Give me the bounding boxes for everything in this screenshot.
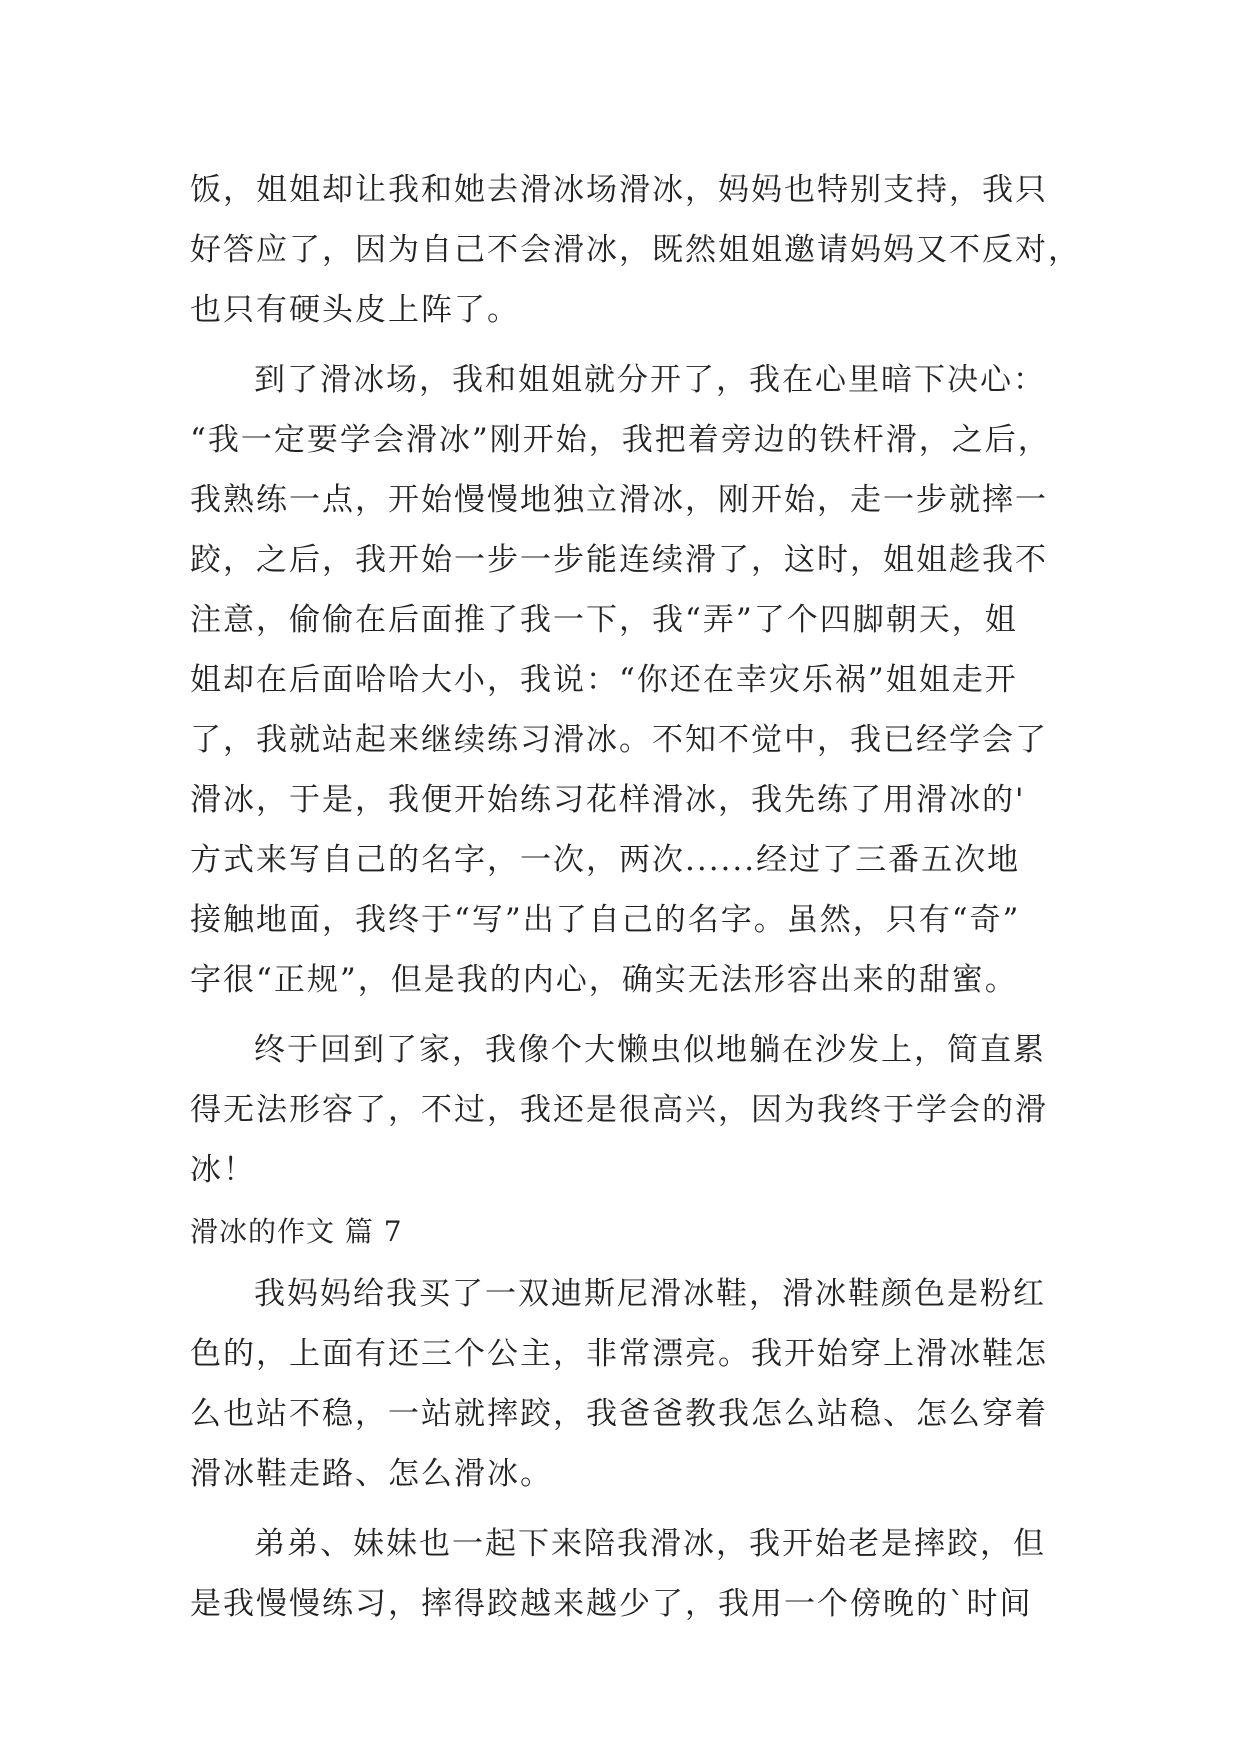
text-line: 我妈妈给我买了一双迪斯尼滑冰鞋，滑冰鞋颜色是粉红 [254, 1276, 1046, 1312]
text-line: 好答应了，因为自己不会滑冰，既然姐姐邀请妈妈又不反对， [190, 232, 1081, 268]
text-line: 滑冰，于是，我便开始练习花样滑冰，我先练了用滑冰的' [190, 782, 1026, 818]
section-heading: 滑冰的作文 篇 7 [190, 1215, 403, 1248]
text-line: 了，我就站起来继续练习滑冰。不知不觉中，我已经学会了 [190, 722, 1048, 758]
paragraph-2 [190, 350, 1050, 1010]
paragraph-4 [190, 1264, 1050, 1504]
text-line: 得无法形容了，不过，我还是很高兴，因为我终于学会的滑 [190, 1092, 1048, 1128]
text-line: 方式来写自己的名字，一次，两次......经过了三番五次地 [190, 842, 1021, 878]
text-line: 接触地面，我终于“写”出了自己的名字。虽然，只有“奇” [190, 902, 1021, 938]
text-line: 弟弟、妹妹也一起下来陪我滑冰，我开始老是摔跤，但 [254, 1526, 1046, 1562]
text-line: 也只有硬头皮上阵了。 [190, 292, 520, 328]
text-line: 滑冰鞋走路、怎么滑冰。 [190, 1456, 553, 1492]
text-line: 冰！ [190, 1152, 256, 1188]
text-line: 跤，之后，我开始一步一步能连续滑了，这时，姐姐趁我不 [190, 542, 1048, 578]
text-line: 到了滑冰场，我和姐姐就分开了，我在心里暗下决心： [254, 362, 1046, 398]
text-line: 是我慢慢练习，摔得跤越来越少了，我用一个傍晚的`时间 [190, 1586, 1033, 1622]
text-line: 我熟练一点，开始慢慢地独立滑冰，刚开始，走一步就摔一 [190, 482, 1048, 518]
text-line: 饭，姐姐却让我和她去滑冰场滑冰，妈妈也特别支持，我只 [190, 172, 1048, 208]
text-line: 注意，偷偷在后面推了我一下，我“弄”了个四脚朝天，姐 [190, 602, 1018, 638]
paragraph-5 [190, 1514, 1050, 1634]
paragraph-3 [190, 1020, 1050, 1200]
text-line: 字很“正规”，但是我的内心，确实无法形容出来的甜蜜。 [190, 962, 1018, 998]
text-line: 终于回到了家，我像个大懒虫似地躺在沙发上，简直累 [254, 1032, 1046, 1068]
text-line: 姐却在后面哈哈大小，我说：“你还在幸灾乐祸”姐姐走开 [190, 662, 1018, 698]
paragraph-1 [190, 160, 1081, 340]
text-line: “我一定要学会滑冰”刚开始，我把着旁边的铁杆滑，之后， [190, 422, 1051, 458]
document-body [190, 160, 1081, 1634]
text-line: 色的，上面有还三个公主，非常漂亮。我开始穿上滑冰鞋怎 [190, 1336, 1048, 1372]
text-line: 么也站不稳，一站就摔跤，我爸爸教我怎么站稳、怎么穿着 [190, 1396, 1048, 1432]
